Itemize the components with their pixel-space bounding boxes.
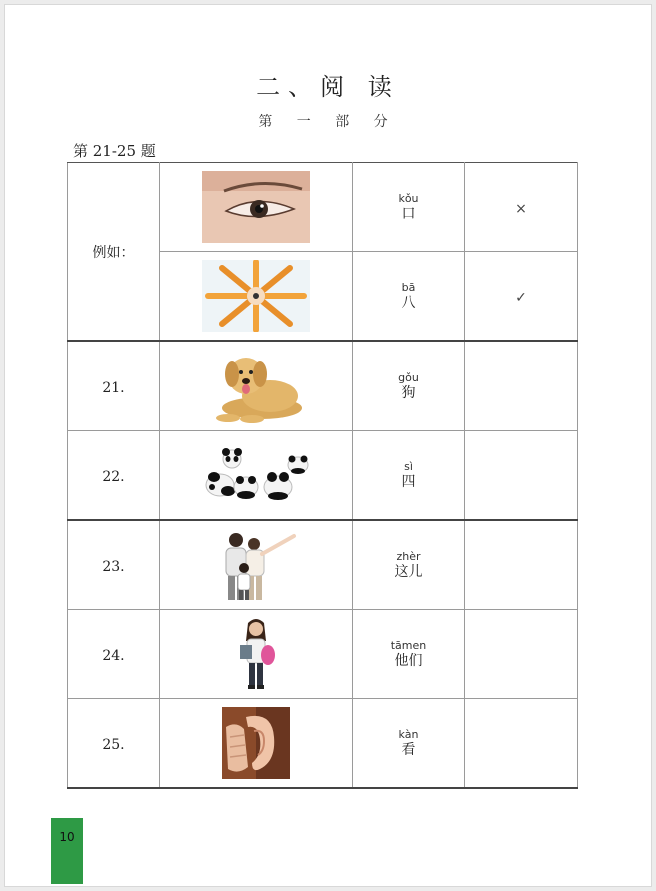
- dog-photo: [208, 348, 304, 424]
- pinyin: zhèr: [396, 549, 421, 563]
- question-row: [68, 341, 578, 431]
- hanzi: 看: [401, 741, 416, 758]
- hanzi: 狗: [401, 384, 416, 401]
- picture-cell: [160, 699, 353, 789]
- pencils-eight-photo: [202, 260, 310, 332]
- example-label: 例如：: [92, 244, 135, 261]
- pinyin: kǒu: [398, 191, 419, 205]
- family-pointing-photo: [214, 528, 298, 602]
- pinyin: tāmen: [390, 638, 427, 652]
- word-cell: [353, 610, 465, 699]
- four-pandas-photo: [202, 447, 310, 503]
- answer-cell[interactable]: [465, 163, 578, 252]
- word-cell: [353, 520, 465, 610]
- picture-cell: [160, 431, 353, 521]
- example-row: [68, 163, 578, 252]
- pinyin: sì: [404, 459, 413, 473]
- question-range: 第 21-25 题: [73, 142, 156, 160]
- question-number-cell: [68, 341, 160, 431]
- question-number: 23.: [102, 558, 125, 575]
- answer-cell[interactable]: [465, 610, 578, 699]
- question-number: 21.: [102, 379, 125, 396]
- answer-cell[interactable]: [465, 252, 578, 342]
- answer-cell[interactable]: [465, 520, 578, 610]
- answer-cell[interactable]: [465, 699, 578, 789]
- hanzi: 八: [401, 294, 416, 311]
- question-number: 22.: [102, 468, 125, 485]
- word-cell: [353, 252, 465, 342]
- answer-cell[interactable]: [465, 431, 578, 521]
- section-subtitle: 第 一 部 分: [258, 114, 398, 130]
- page-number-tab: [51, 818, 83, 884]
- question-number-cell: [68, 520, 160, 610]
- student-girl-photo: [234, 617, 278, 691]
- question-number: 24.: [102, 647, 125, 664]
- question-row: [68, 610, 578, 699]
- picture-cell: [160, 610, 353, 699]
- answer-cell[interactable]: [465, 341, 578, 431]
- hanzi: 这儿: [394, 563, 423, 580]
- picture-cell: [160, 520, 353, 610]
- picture-cell: [160, 163, 353, 252]
- question-row: [68, 520, 578, 610]
- word-cell: [353, 341, 465, 431]
- section-title: 二、阅 读: [256, 73, 400, 101]
- question-number-cell: [68, 431, 160, 521]
- picture-cell: [160, 252, 353, 342]
- example-label-cell: [68, 163, 160, 342]
- cross-mark: ×: [515, 200, 527, 217]
- question-number: 25.: [102, 736, 125, 753]
- word-cell: [353, 163, 465, 252]
- hanzi: 他们: [394, 652, 423, 669]
- question-row: [68, 431, 578, 521]
- pinyin: kàn: [398, 727, 419, 741]
- picture-cell: [160, 341, 353, 431]
- hanzi: 口: [401, 205, 416, 222]
- question-number-cell: [68, 610, 160, 699]
- reading-table: [67, 162, 578, 789]
- word-cell: [353, 431, 465, 521]
- pinyin: gǒu: [398, 370, 419, 384]
- ear-listening-photo: [222, 707, 290, 779]
- check-mark: ✓: [515, 289, 527, 306]
- pinyin: bā: [401, 280, 416, 294]
- question-row: [68, 699, 578, 789]
- question-number-cell: [68, 699, 160, 789]
- page-number: 10: [59, 830, 75, 844]
- eye-photo: [202, 171, 310, 243]
- hanzi: 四: [401, 473, 416, 490]
- word-cell: [353, 699, 465, 789]
